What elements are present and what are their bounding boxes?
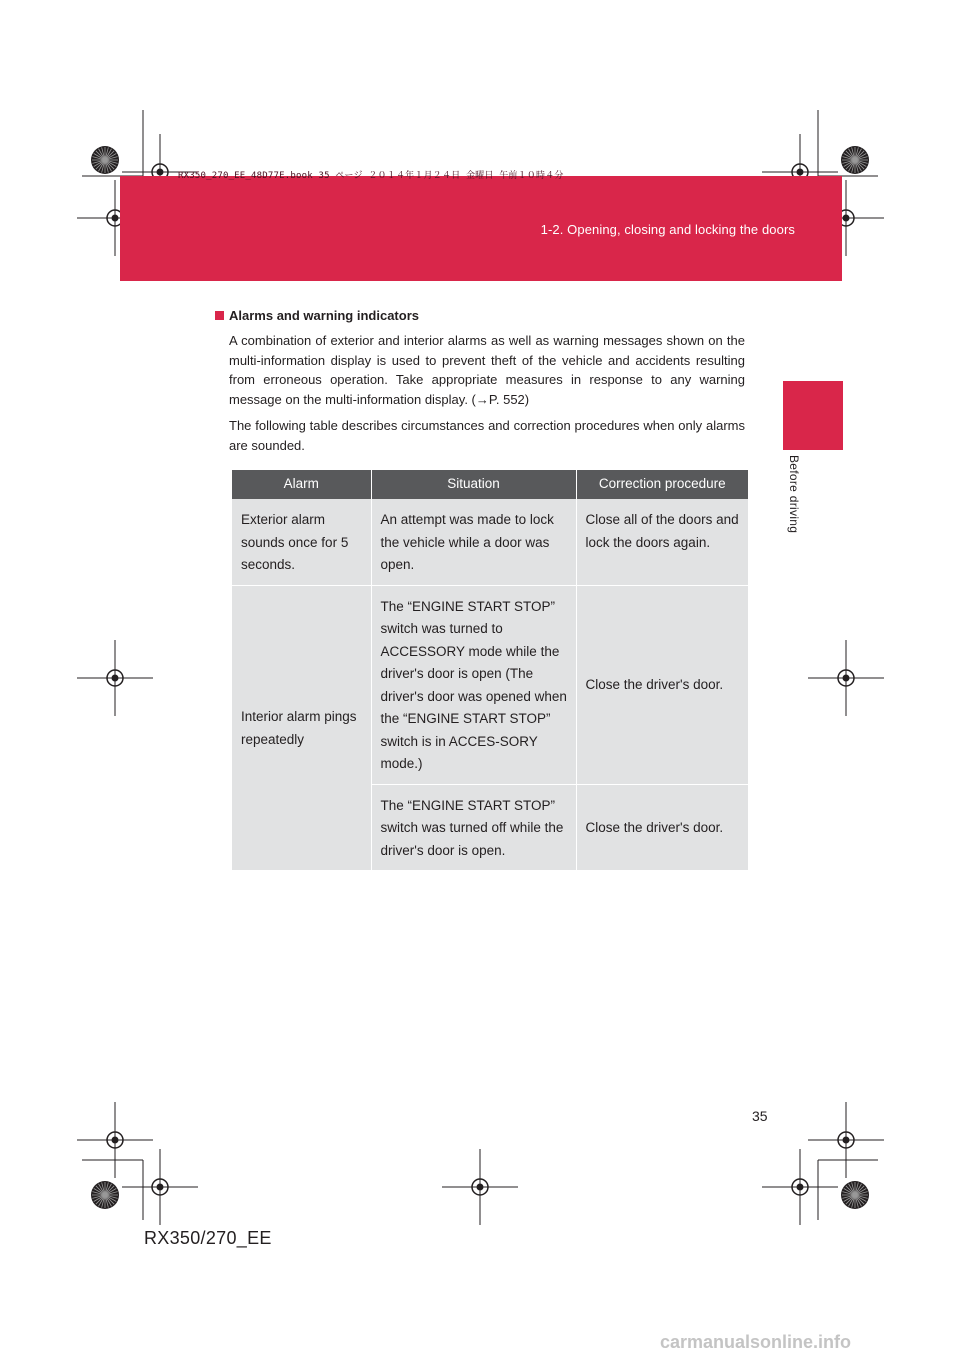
table-row	[232, 585, 748, 784]
body-content	[215, 308, 745, 455]
header-band	[120, 176, 842, 281]
correction-cell: Close the driver's door.	[576, 585, 748, 784]
starburst-mark-icon	[91, 146, 119, 174]
subheading-text: Alarms and warning indicators	[229, 308, 419, 323]
crosshair-mark-icon	[77, 1102, 153, 1178]
situation-cell: The “ENGINE START STOP” switch was turned to ACCESSORY mode while the driver's door is open (The driver's door was opened when the “ENGINE START STOP” switch is in ACCES-SORY mode.)	[371, 585, 576, 784]
starburst-mark-icon	[841, 146, 869, 174]
crosshair-mark-icon	[808, 640, 884, 716]
alarm-table	[232, 470, 748, 871]
chapter-tab	[783, 381, 843, 450]
alarm-cell: Exterior alarm sounds once for 5 seconds.	[232, 499, 371, 585]
subheading	[215, 308, 745, 323]
column-header-alarm: Alarm	[232, 470, 371, 499]
correction-cell: Close the driver's door.	[576, 784, 748, 871]
square-bullet-icon	[215, 311, 224, 320]
table-row	[232, 499, 748, 585]
chapter-label: Before driving	[787, 455, 801, 534]
starburst-mark-icon	[91, 1181, 119, 1209]
crosshair-mark-icon	[808, 1102, 884, 1178]
table-header-row	[232, 470, 748, 499]
model-code: RX350/270_EE	[144, 1228, 272, 1248]
situation-cell: An attempt was made to lock the vehicle while a door was open.	[371, 499, 576, 585]
starburst-mark-icon	[841, 1181, 869, 1209]
watermark-url: carmanualsonline.info	[660, 1332, 852, 1352]
crosshair-mark-icon	[442, 1149, 518, 1225]
situation-cell: The “ENGINE START STOP” switch was turned off while the driver's door is open.	[371, 784, 576, 871]
column-header-correction: Correction procedure	[576, 470, 748, 499]
print-info-line: RX350_270_EE_48D77E.book 35 ページ ２０１４年１月２４日 金曜日 午前１０時４分	[178, 171, 564, 181]
correction-cell: Close all of the doors and lock the doors again.	[576, 499, 748, 585]
crosshair-mark-icon	[77, 640, 153, 716]
chapter-number: 1	[761, 407, 770, 422]
alarm-cell: Interior alarm pings repeatedly	[232, 585, 371, 871]
page-number: 35	[752, 1108, 768, 1124]
paragraph: The following table describes circumstances and correction procedures when only alarms are sounded.	[229, 418, 745, 453]
paragraph: A combination of exterior and interior alarms as well as warning messages shown on the multi-information display is used to prevent theft of the vehicle and accidents resulting from erroneous operation. Take appropriate measures in response to any warning message on the multi-information display. (→P. 552)	[229, 333, 745, 407]
column-header-situation: Situation	[371, 470, 576, 499]
section-title: 1-2. Opening, closing and locking the doors	[540, 222, 795, 237]
